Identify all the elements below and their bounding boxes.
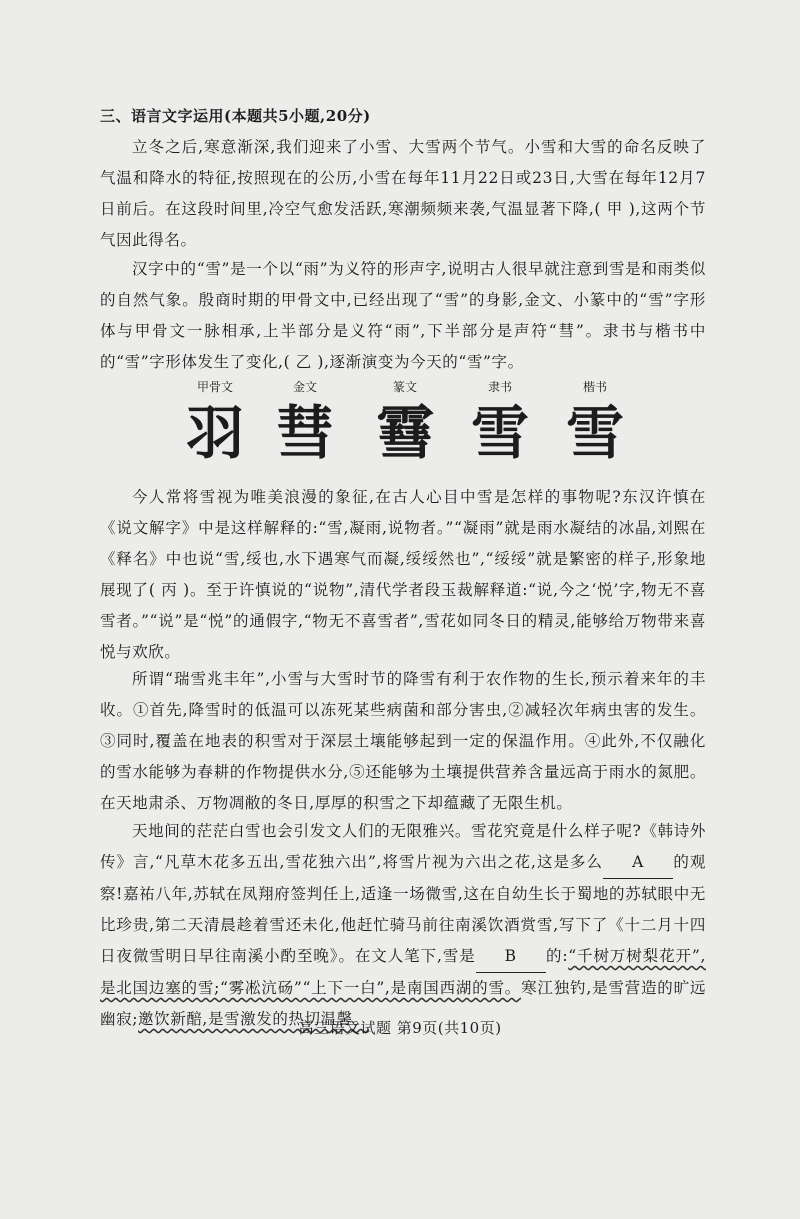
paragraph-5-text-c: 的: — [545, 947, 569, 965]
glyph-char: 彗 — [275, 399, 334, 467]
blank-a: A — [603, 847, 673, 879]
paragraph-5-text-b: 的观察!嘉祐八年,苏轼在凤翔府签判任上,适逢一场微雪,这在自幼生长于蜀地的苏轼眼中无比珍贵,第二天清晨趁着雪还未化,他赶忙骑马前往南溪饮酒赏雪,写下了《十二月十四日夜微雪明日早往南溪小酌至晚》。在文人笔下,雪是 — [100, 853, 706, 965]
paragraph-5 — [100, 816, 706, 1035]
paragraph-1-text-b: ,这两个节气因此得名。 — [100, 200, 706, 249]
glyph-char: 雪 — [470, 399, 529, 467]
glyph-char: 䨮 — [375, 399, 434, 467]
paragraph-3-text-a: 今人常将雪视为唯美浪漫的象征,在古人心目中雪是怎样的事物呢?东汉许慎在《说文解字》中是这样解释的:“雪,凝雨,说物者。”“凝雨”就是雨水凝结的冰晶,刘熙在《释名》中也说“雪,绥也,水下遇寒气而凝,绥绥然也”,“绥绥”就是繁密的样子,形象地展现了 — [100, 488, 706, 599]
glyph-label: 金文 — [292, 380, 317, 394]
blank-jia: ( 甲 ) — [594, 200, 636, 218]
paragraph-1-text-a: 立冬之后,寒意渐深,我们迎来了小雪、大雪两个节气。小雪和大雪的命名反映了气温和降水的特征,按照现在的公历,小雪在每年11月22日或23日,大雪在每年12月7日前后。在这段时间里,冷空气愈发活跃,寒潮频频来袭,气温显著下降, — [100, 138, 706, 218]
wavy-underlined-text-2: 邀饮新醅,是雪激发的热切温馨。 — [138, 1010, 369, 1028]
blank-b: B — [476, 941, 546, 973]
paragraph-5-text-d: 寒江独钓,是雪营造的旷远幽寂; — [100, 979, 706, 1028]
glyph-oracle-bone — [170, 378, 260, 468]
page-footer: 高三语文试题 第9页(共10页) — [298, 1019, 502, 1037]
paragraph-2 — [100, 254, 706, 378]
section-title: 三、语言文字运用(本题共5小题,20分) — [100, 107, 371, 125]
glyph-seal — [360, 378, 450, 468]
glyph-label: 篆文 — [392, 380, 417, 394]
paragraph-2-text-b: ,逐渐演变为今天的“雪”字。 — [324, 353, 524, 371]
paragraph-5-text-a: 天地间的茫茫白雪也会引发文人们的无限雅兴。雪花究竟是什么样子呢?《韩诗外传》言,“凡草木花多五出,雪花独六出”,将雪片视为六出之花,这是多么 — [100, 822, 706, 871]
wavy-underlined-text-1: “千树万树梨花开”,是北国边塞的雪;“雾凇沆砀”“上下一白”,是南国西湖的雪。 — [100, 947, 706, 997]
paragraph-4: 所谓“瑞雪兆丰年”,小雪与大雪时节的降雪有利于农作物的生长,预示着来年的丰收。①首先,降雪时的低温可以冻死某些病菌和部分害虫,②减轻次年病虫害的发生。③同时,覆盖在地表的积雪对于深层土壤能够起到一定的保温作用。④此外,不仅融化的雪水能够为春耕的作物提供水分,⑤还能够为土壤提供营养含量远高于雨水的氮肥。在天地肃杀、万物凋敝的冬日,厚厚的积雪之下却蕴藏了无限生机。 — [100, 670, 706, 812]
glyph-label: 楷书 — [582, 380, 607, 394]
glyph-label: 隶书 — [487, 380, 512, 394]
glyph-char: 羽 — [185, 399, 244, 467]
glyph-regular — [550, 378, 640, 468]
blank-yi: ( 乙 ) — [283, 353, 325, 371]
glyph-clerical — [455, 378, 545, 468]
paragraph-1 — [100, 132, 706, 256]
glyph-char: 雪 — [565, 399, 624, 467]
blank-bing: ( 丙 ) — [148, 581, 190, 599]
paragraph-3-text-b: 。至于许慎说的“说物”,清代学者段玉裁解释道:“说,今之‘悦’字,物无不喜雪者。”“说”是“悦”的通假字,“物无不喜雪者”,雪花如同冬日的精灵,能够给万物带来喜悦与欢欣。 — [100, 581, 706, 661]
paragraph-2-text-a: 汉字中的“雪”是一个以“雨”为义符的形声字,说明古人很早就注意到雪是和雨类似的自然气象。殷商时期的甲骨文中,已经出现了“雪”的身影,金文、小篆中的“雪”字形体与甲骨文一脉相承,上半部分是义符“雨”,下半部分是声符“彗”。隶书与楷书中的“雪”字形体发生了变化, — [100, 260, 706, 371]
glyph-bronze — [260, 378, 350, 468]
character-evolution-figure — [170, 378, 640, 478]
glyph-label: 甲骨文 — [196, 380, 233, 394]
paragraph-3 — [100, 482, 706, 668]
